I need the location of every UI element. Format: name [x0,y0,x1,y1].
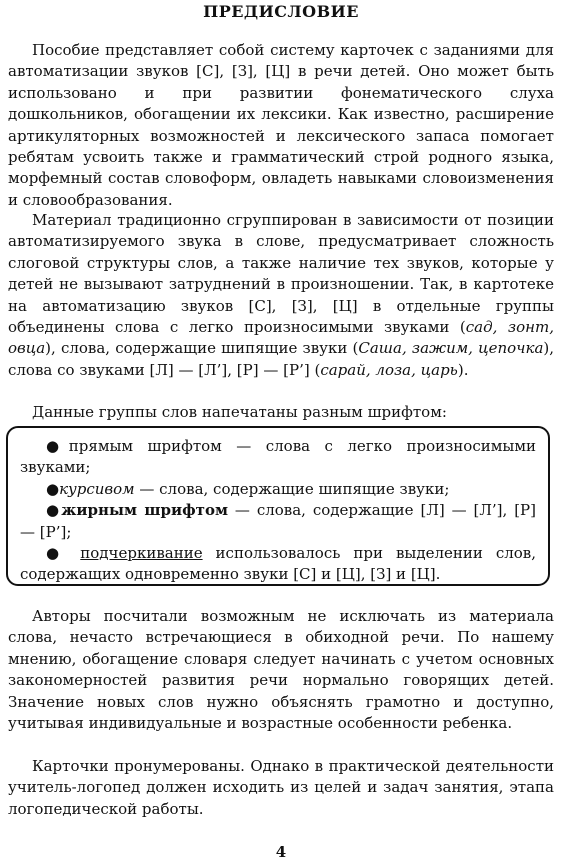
legend-item [20,500,536,543]
page-number: 4 [275,843,287,861]
bullet-icon: ● [46,479,60,498]
paragraph-segment: ). [457,360,469,379]
legend-desc: — слова с легко произносимыми звуками; [20,437,536,477]
paragraph-text: Пособие представляет собой систему карточек с заданиями для автоматизации звуков [С], [З], [Ц] в речи детей. Оно может быть использовано и при развитии фонематического слуха дошкольников, обогащении их лексики. Как известно, расширение артикуляторных возможностей и лексического запаса помогает ребятам усвоить также и грамматический строй родного языка, морфемный состав словоформ, овладеть навыками словоизменения и словообразования. [8,41,554,209]
legend-item [20,543,536,586]
example-words: Саша, зажим, цепочка [358,339,544,358]
page-title: ПРЕДИСЛОВИЕ [203,2,359,21]
legend-desc: — слова, содержащие [Л] — [Л’], [Р] — [Р’]; [20,501,536,541]
paragraph-cards [8,756,554,820]
paragraph-authors [8,606,554,734]
paragraph-text: Авторы посчитали возможным не исключать из материала слова, нечасто встречающиеся в обиходной речи. По нашему мнению, обогащение словаря следует начинать с учетом основных закономерностей развития речи нормально говорящих детей. Значение новых слов нужно объяснять грамотно и доступно, учитывая индивидуальные и возрастные особенности ребенка. [8,607,554,733]
paragraph-text [8,210,554,381]
legend-key-bold: жирным шрифтом [61,501,228,520]
paragraph-fonts-intro [8,402,554,423]
bullet-icon: ● [46,501,62,520]
bullet-icon: ● [46,544,68,563]
legend-item [20,436,536,479]
legend-key-regular: прямым шрифтом [68,437,222,455]
legend-item [20,479,536,500]
legend-box [6,426,550,586]
legend-desc: — слова, содержащие шипящие звуки; [134,479,450,498]
paragraph-segment: Материал традиционно сгруппирован в зависимости от позиции автоматизируемого звука в слове, предусматривает сложность слоговой структуры слов, а также наличие тех звуков, которые у детей не вызывают затруднений в произношении. Так, в картотеке на автоматизацию звуков [С], [З], [Ц] в отдельные группы объединены слова с легко произносимыми звуками [8,211,554,337]
paragraph-text: Данные группы слов напечатаны разным шрифтом: [32,403,447,421]
example-words: сад, зонт, овца [8,318,554,358]
paragraph-segment: ), слова, содержащие шипящие звуки ( [45,339,359,358]
paragraph-segment: ( [449,318,466,337]
example-words: сарай, лоза, царь [320,360,458,379]
legend-key-underline: подчеркивание [80,544,203,563]
paragraph-segment: ), слова со звуками [Л] — [Л’], [Р] — [Р’] ( [8,339,555,379]
legend-key-italic: курсивом [59,479,135,498]
legend-desc: использовалось при выделении слов, содержащих одновременно звуки [С] и [Ц], [З] и [Ц]. [20,544,536,584]
paragraph-intro [8,40,554,211]
bullet-icon: ● [46,437,69,455]
paragraph-text: Карточки пронумерованы. Однако в практической деятельности учитель-логопед должен исходить из целей и задач занятия, этапа логопедической работы. [8,757,554,818]
paragraph-grouping [8,210,554,381]
